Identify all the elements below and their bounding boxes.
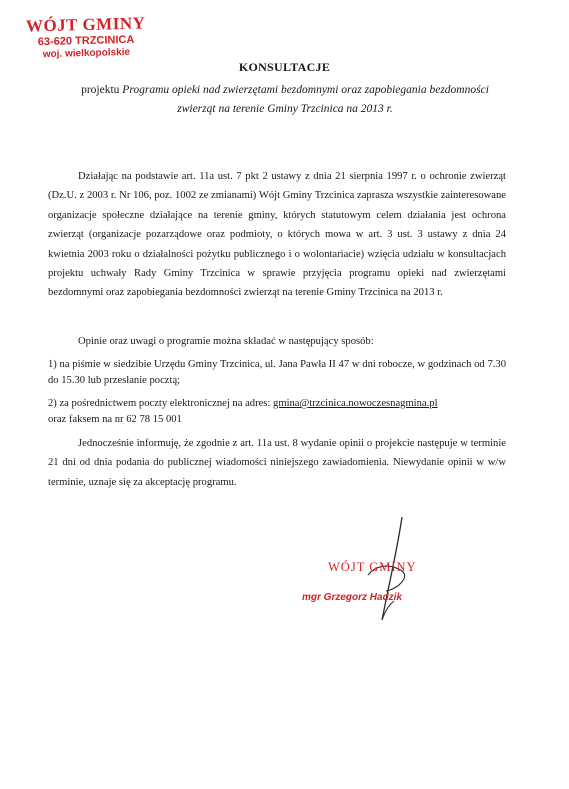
office-stamp (25, 13, 146, 61)
signature-block (290, 515, 490, 625)
fax-option: oraz faksem na nr 62 78 15 001 (48, 414, 182, 425)
subtitle-lead: projektu (81, 84, 123, 96)
stamp-region: woj. wielkopolskie (42, 46, 131, 61)
stamp-title: WÓJT GMINY (25, 13, 146, 36)
email-option-lead: 2) za pośrednictwem poczty elektronicznej na adres: (48, 398, 274, 409)
subtitle-italic-2: zwierząt na terenie Gminy Trzcinica na 2013 r. (177, 103, 393, 115)
stamp-postal-code: 63-620 TRZCINICA (37, 33, 135, 49)
paragraph-deadline: Jednocześnie informuję, że zgodnie z art. 11a ust. 8 wydanie opinii o projekcie następuje w terminie 21 dni od dnia podania do publicznej wiadomości niniejszego zawiadomienia. Niewydanie opinii w w/w terminie, uznaje się za akceptację programu. (48, 438, 506, 488)
paragraph-legal-basis: Działając na podstawie art. 11a ust. 7 pkt 2 ustawy z dnia 21 sierpnia 1997 r. o ochronie zwierząt (Dz.U. z 2003 r. Nr 106, poz. 1002 ze zmianami) Wójt Gminy Trzcinica zaprasza wszystkie zainteresowane organizacje społeczne działające na terenie gminy, których statutowym celem działania jest ochrona zwierząt (organizacje pozarządowe oraz podmioty, o których mowa w art. 3 ust. 3 ustawy z dnia 24 kwietnia 2003 roku o działalności pożytku publicznego i o wolontariacie) wzięcia udziału w konsultacjach projektu uchwały Rady Gminy Trzcinica w sprawie przyjęcia programu opieki nad zwierzętami bezdomnymi oraz zapobiegania bezdomności zwierząt na terenie Gminy Trzcinica na 2013 r. (48, 171, 506, 299)
signature-title: WÓJT GMINY (328, 560, 417, 574)
document-title: KONSULTACJE (238, 60, 331, 74)
paragraph-option-mail: 1) na piśmie w siedzibie Urzędu Gminy Trzcinica, ul. Jana Pawła II 47 w dni robocze, w godzinach od 7.30 do 15.30 lub przesłanie pocztą; (48, 359, 506, 386)
document-subtitle (60, 81, 510, 119)
signature-name: mgr Grzegorz Hadzik (302, 592, 403, 603)
email-link[interactable]: gmina@trzcinica.nowoczesnagmina.pl (273, 398, 438, 409)
subtitle-italic-1: Programu opieki nad zwierzętami bezdomnymi oraz zapobiegania bezdomności (122, 84, 489, 96)
paragraph-option-email (48, 396, 506, 428)
paragraph-submission-intro: Opinie oraz uwagi o programie można składać w następujący sposób: (78, 336, 374, 347)
